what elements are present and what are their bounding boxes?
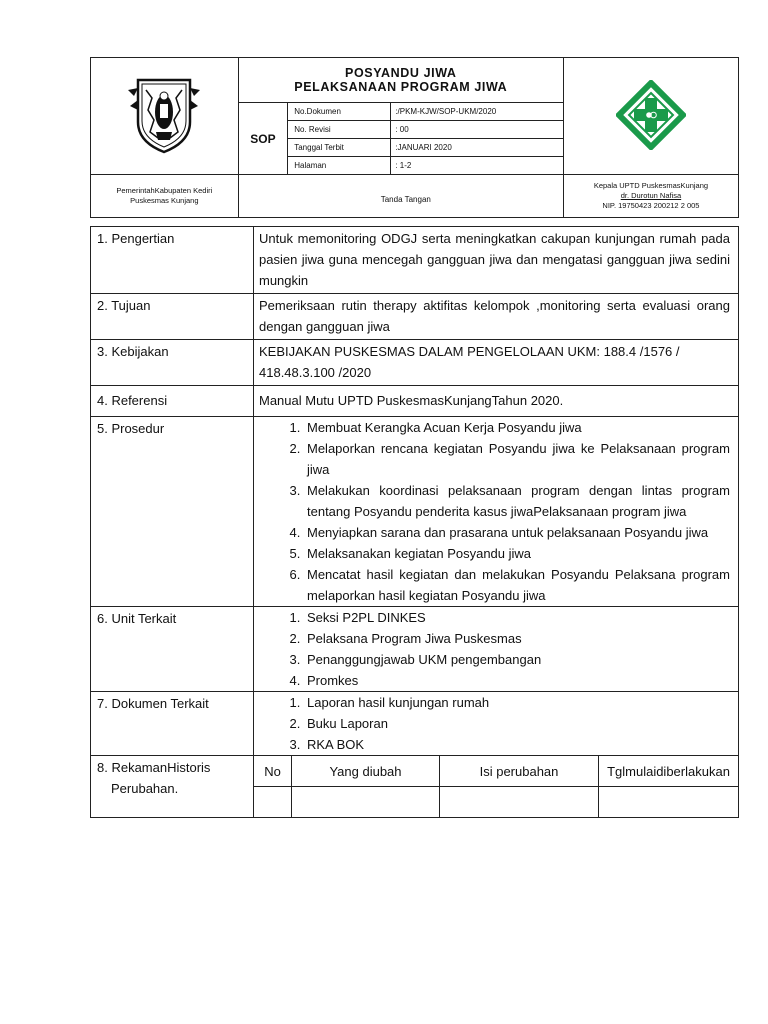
history-col-yang-diubah: Yang diubah <box>292 756 440 787</box>
row-referensi <box>91 386 739 417</box>
section-label: 5. Prosedur <box>91 417 254 607</box>
meta-label: Halaman <box>288 157 391 175</box>
meta-value: :/PKM-KJW/SOP-UKM/2020 <box>391 103 564 121</box>
history-cell <box>254 787 292 818</box>
prosedur-list <box>274 417 730 606</box>
list-item: 6. Mencatat hasil kegiatan dan melakukan Posyandu Pelaksana program melaporkan hasil kegiatan Posyandu jiwa <box>304 564 730 606</box>
section-content: KEBIJAKAN PUSKESMAS DALAM PENGELOLAAN UKM: 188.4 /1576 / 418.48.3.100 /2020 <box>254 340 739 386</box>
row-prosedur <box>91 417 739 607</box>
list-item: 4. Promkes <box>304 670 730 691</box>
meta-value: : 00 <box>391 121 564 139</box>
history-cell <box>292 787 440 818</box>
section-content <box>254 692 739 756</box>
section-label: 6. Unit Terkait <box>91 607 254 692</box>
section-label: 2. Tujuan <box>91 294 254 340</box>
section-content: Pemeriksaan rutin therapy aktifitas kelompok ,monitoring serta evaluasi orang dengan gangguan jiwa <box>254 294 739 340</box>
section-label: 1. Pengertian <box>91 227 254 294</box>
rekaman-label-line-1: 8. RekamanHistoris <box>97 760 211 775</box>
rekaman-label-line-2: Perubahan. <box>111 781 179 796</box>
meta-label: Tanggal Terbit <box>288 139 391 157</box>
section-label <box>91 756 254 818</box>
row-pengertian <box>91 227 739 294</box>
approver-cell <box>563 175 738 218</box>
list-item: 1. Laporan hasil kunjungan rumah <box>304 692 730 713</box>
row-dokumen-terkait <box>91 692 739 756</box>
meta-value: : 1-2 <box>391 157 564 175</box>
history-table <box>254 756 738 817</box>
unit-list <box>274 607 730 691</box>
list-item: 4. Menyiapkan sarana dan prasarana untuk pelaksanaan Posyandu jiwa <box>304 522 730 543</box>
meta-label: No.Dokumen <box>288 103 391 121</box>
history-header-row <box>254 756 738 787</box>
meta-label: No. Revisi <box>288 121 391 139</box>
row-kebijakan <box>91 340 739 386</box>
history-cell <box>440 787 599 818</box>
list-item: 2. Melaporkan rencana kegiatan Posyandu jiwa ke Pelaksanaan program jiwa <box>304 438 730 480</box>
section-content <box>254 417 739 607</box>
puskesmas-logo-cell <box>563 58 738 175</box>
sop-label: SOP <box>238 103 288 175</box>
row-rekaman <box>91 756 739 818</box>
section-label: 7. Dokumen Terkait <box>91 692 254 756</box>
list-item: 3. RKA BOK <box>304 734 730 755</box>
institution-line-1: PemerintahKabupaten Kediri <box>116 186 213 195</box>
list-item: 1. Seksi P2PL DINKES <box>304 607 730 628</box>
section-content: Manual Mutu UPTD PuskesmasKunjangTahun 2020. <box>254 386 739 417</box>
approver-name: dr. Durotun Nafisa <box>620 191 682 200</box>
list-item: 5. Melaksanakan kegiatan Posyandu jiwa <box>304 543 730 564</box>
history-col-tgl: Tglmulaidiberlakukan <box>599 756 739 787</box>
history-col-no: No <box>254 756 292 787</box>
section-content <box>254 607 739 692</box>
list-item: 2. Buku Laporan <box>304 713 730 734</box>
history-cell <box>599 787 739 818</box>
row-unit-terkait <box>91 607 739 692</box>
list-item: 1. Membuat Kerangka Acuan Kerja Posyandu jiwa <box>304 417 730 438</box>
history-table-cell <box>254 756 739 818</box>
row-tujuan <box>91 294 739 340</box>
signature-label: Tanda Tangan <box>380 194 431 204</box>
puskesmas-logo-icon <box>616 80 686 150</box>
title-line-2: PELAKSANAAN PROGRAM JIWA <box>294 80 508 94</box>
institution-cell <box>91 175 239 218</box>
emblem-cell <box>91 58 239 175</box>
list-item: 3. Melakukan koordinasi pelaksanaan program dengan lintas program tentang Posyandu penderita kasus jiwaPelaksanaan program jiwa <box>304 480 730 522</box>
history-col-isi-perubahan: Isi perubahan <box>440 756 599 787</box>
section-label: 4. Referensi <box>91 386 254 417</box>
list-item: 3. Penanggungjawab UKM pengembangan <box>304 649 730 670</box>
section-label: 3. Kebijakan <box>91 340 254 386</box>
dokumen-list <box>274 692 730 755</box>
meta-value: :JANUARI 2020 <box>391 139 564 157</box>
list-item: 2. Pelaksana Program Jiwa Puskesmas <box>304 628 730 649</box>
history-empty-row <box>254 787 738 818</box>
section-content: Untuk memonitoring ODGJ serta meningkatkan cakupan kunjungan rumah pada pasien jiwa guna mencegah gangguan jiwa dan mengatasi gangguan jiwa sedini mungkin <box>254 227 739 294</box>
institution-line-2: Puskesmas Kunjang <box>130 196 199 205</box>
signature-cell <box>238 175 563 218</box>
approver-title: Kepala UPTD PuskesmasKunjang <box>593 181 709 190</box>
sop-header-table <box>90 57 739 218</box>
document-title <box>238 58 563 103</box>
sop-content-table <box>90 226 739 818</box>
approver-nip: NIP. 19750423 200212 2 005 <box>602 201 700 210</box>
title-line-1: POSYANDU JIWA <box>345 66 457 80</box>
kabupaten-emblem-icon <box>126 76 202 154</box>
